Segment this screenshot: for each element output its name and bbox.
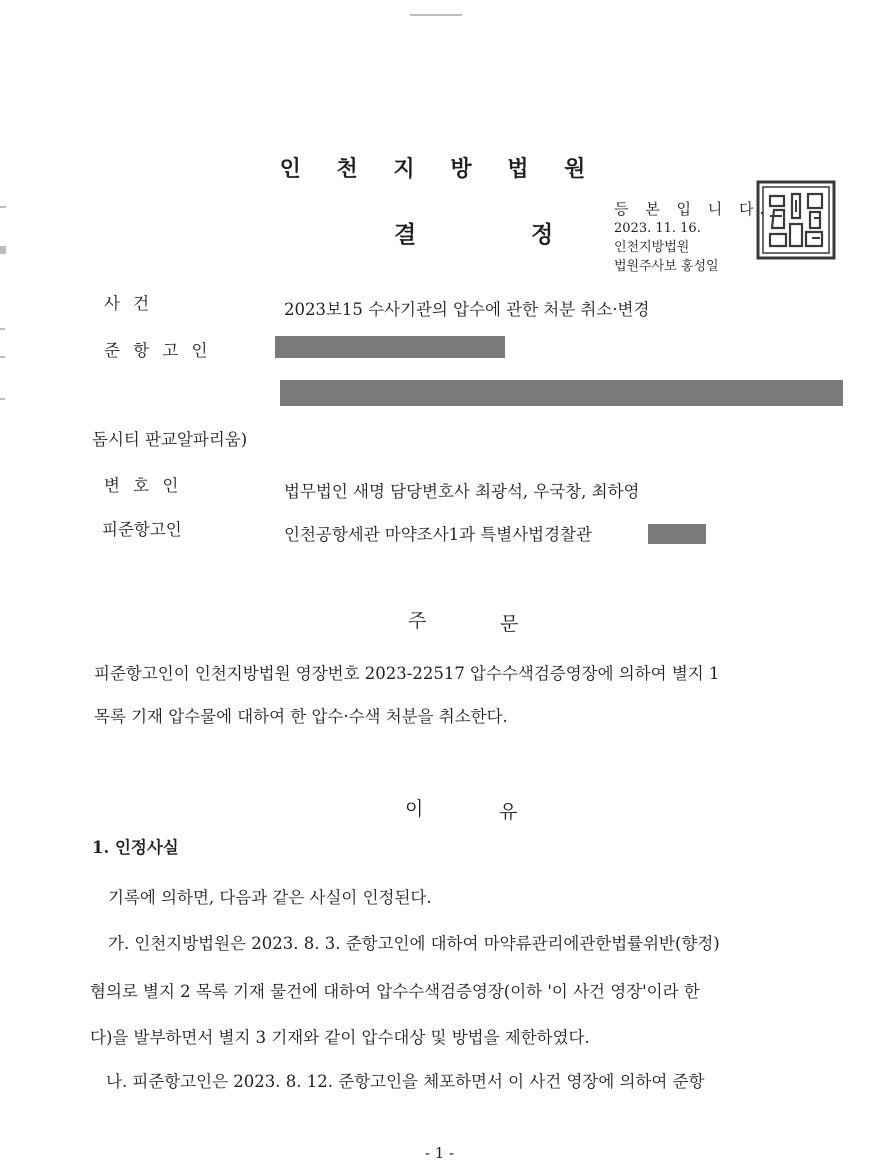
scan-mark xyxy=(0,206,6,208)
paragraph-ga-line-1: 가. 인천지방법원은 2023. 8. 3. 준항고인에 대하여 마약류관리에관한법률위반(향정) xyxy=(108,934,720,953)
applicant-address-tail: 돔시티 판교알파리움) xyxy=(92,430,248,449)
certification-clerk: 법원주사보 홍성일 xyxy=(614,259,719,274)
counsel-value: 법무법인 새명 담당변호사 최광석, 우국창, 최하영 xyxy=(284,482,640,501)
court-name: 인 천 지 방 법 원 xyxy=(279,157,600,182)
order-title-left: 주 xyxy=(408,610,427,632)
facts-intro: 기록에 의하면, 다음과 같은 사실이 인정된다. xyxy=(108,888,432,907)
reasons-title-left: 이 xyxy=(405,798,424,820)
paragraph-na-line-1: 나. 피준항고인은 2023. 8. 12. 준항고인을 체포하면서 이 사건 영장에 의하여 준항 xyxy=(106,1072,705,1091)
reasons-title-right: 유 xyxy=(499,801,518,823)
applicant-label: 준 항 고 인 xyxy=(104,341,212,360)
respondent-label: 피준항고인 xyxy=(102,520,182,539)
respondent-value: 인천공항세관 마약조사1과 특별사법경찰관 xyxy=(284,525,592,544)
scan-mark xyxy=(0,356,5,358)
order-title-right: 문 xyxy=(500,613,519,635)
case-value: 2023보15 수사기관의 압수에 관한 처분 취소·변경 xyxy=(284,300,650,319)
decision-title-left: 결 xyxy=(394,222,417,248)
decision-title-right: 정 xyxy=(531,222,554,248)
redacted-applicant-address xyxy=(280,380,843,406)
counsel-label: 변 호 인 xyxy=(104,476,183,495)
redacted-applicant-name xyxy=(275,336,505,358)
page-number: - 1 - xyxy=(424,1144,455,1162)
case-label: 사 건 xyxy=(104,294,154,313)
paragraph-ga-line-2: 혐의로 별지 2 목록 기재 물건에 대하여 압수수색검증영장(이하 '이 사건 영장'이라 한 xyxy=(90,982,700,1001)
redacted-officer-name xyxy=(648,524,706,544)
court-seal-icon xyxy=(756,180,836,260)
scan-mark xyxy=(410,14,462,16)
certification-block xyxy=(614,200,770,276)
certification-court: 인천지방법원 xyxy=(614,240,690,255)
order-line-1: 피준항고인이 인천지방법원 영장번호 2023-22517 압수수색검증영장에 의하여 별지 1 xyxy=(94,664,720,683)
scan-mark xyxy=(0,398,5,400)
paragraph-ga-line-3: 다)을 발부하면서 별지 3 기재와 같이 압수대상 및 방법을 제한하였다. xyxy=(90,1028,590,1047)
certification-date: 2023. 11. 16. xyxy=(614,221,701,236)
scan-mark xyxy=(0,328,5,330)
section-heading-facts: 1. 인정사실 xyxy=(92,838,179,857)
certification-heading: 등 본 입 니 다. xyxy=(614,200,771,218)
order-line-2: 목록 기재 압수물에 대하여 한 압수·수색 처분을 취소한다. xyxy=(94,707,508,726)
scan-mark xyxy=(0,246,6,254)
